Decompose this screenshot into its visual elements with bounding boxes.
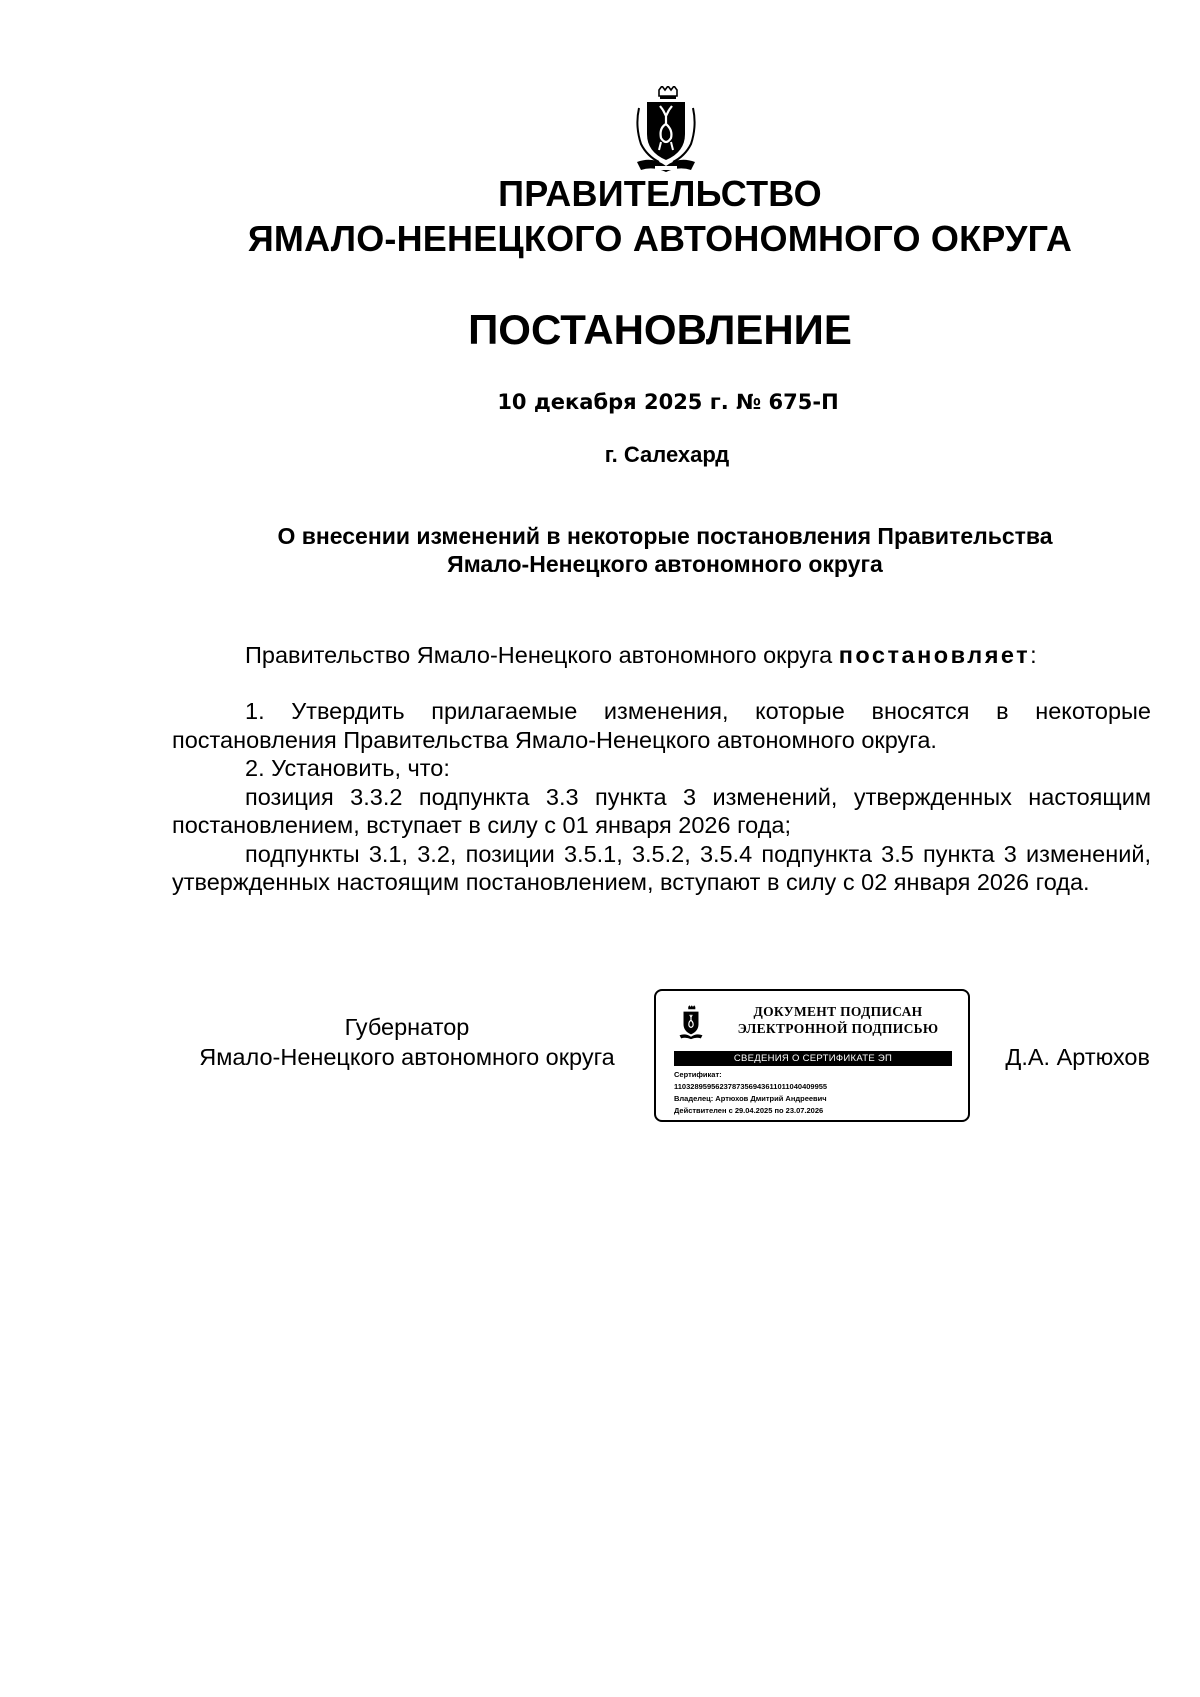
decree-intro: Правительство Ямало-Ненецкого автономного округа (245, 642, 839, 668)
document-type: ПОСТАНОВЛЕНИЕ (468, 306, 852, 353)
stamp-validity: Действителен с 29.04.2025 по 23.07.2026 (674, 1106, 824, 1115)
coat-of-arms-icon (678, 1003, 704, 1043)
signatory-title-line2: Ямало-Ненецкого автономного округа (199, 1044, 615, 1070)
item-2-clause-1: позиция 3.3.2 подпункта 3.3 пункта 3 изменений, утвержденных настоящим постановлением, вступает в силу с 01 января 2026 года; (172, 783, 1151, 838)
stamp-owner: Владелец: Артюхов Дмитрий Андреевич (674, 1094, 827, 1103)
signatory-title-line1: Губернатор (344, 1014, 470, 1040)
decree-items (172, 697, 1151, 897)
decree-colon: : (1030, 642, 1037, 668)
stamp-certificate-bar: СВЕДЕНИЯ О СЕРТИФИКАТЕ ЭП (674, 1051, 952, 1066)
org-name-line1: ПРАВИТЕЛЬСТВО (498, 173, 822, 214)
date-number: 10 декабря 2025 г. № 675-П (497, 390, 839, 414)
decree-paragraph (172, 641, 1151, 670)
electronic-signature-stamp (654, 989, 970, 1122)
stamp-cert-label: Сертификат: (674, 1070, 722, 1079)
item-1: 1. Утвердить прилагаемые изменения, которые вносятся в некоторые постановления Правительства Ямало-Ненецкого автономного округа. (172, 698, 1151, 753)
document-subject (170, 522, 1160, 578)
signatory-name: Д.А. Артюхов (1005, 1044, 1150, 1070)
org-name-line2: ЯМАЛО-НЕНЕЦКОГО АВТОНОМНОГО ОКРУГА (247, 218, 1073, 259)
stamp-heading-line2: ЭЛЕКТРОННОЙ ПОДПИСЬЮ (737, 1021, 939, 1036)
subject-line1: О внесении изменений в некоторые постановления Правительства (277, 523, 1053, 549)
decree-keyword: постановляет (838, 642, 1031, 668)
stamp-heading (718, 1003, 958, 1037)
stamp-certificate-details (674, 1069, 954, 1117)
item-2-clause-2: подпункты 3.1, 3.2, позиции 3.5.1, 3.5.2, 3.5.4 подпункта 3.5 пункта 3 изменений, утвержденных настоящим постановлением, вступают в силу с 02 января 2026 года. (172, 840, 1151, 895)
item-2: 2. Установить, что: (245, 755, 450, 781)
subject-line2: Ямало-Ненецкого автономного округа (447, 551, 883, 577)
stamp-cert-number: 1103289595623787356943611011040409955 (674, 1082, 828, 1091)
signatory-title (172, 1012, 642, 1072)
city: г. Салехард (604, 442, 730, 467)
stamp-heading-line1: ДОКУМЕНТ ПОДПИСАН (753, 1004, 923, 1019)
coat-of-arms-icon (633, 86, 699, 176)
